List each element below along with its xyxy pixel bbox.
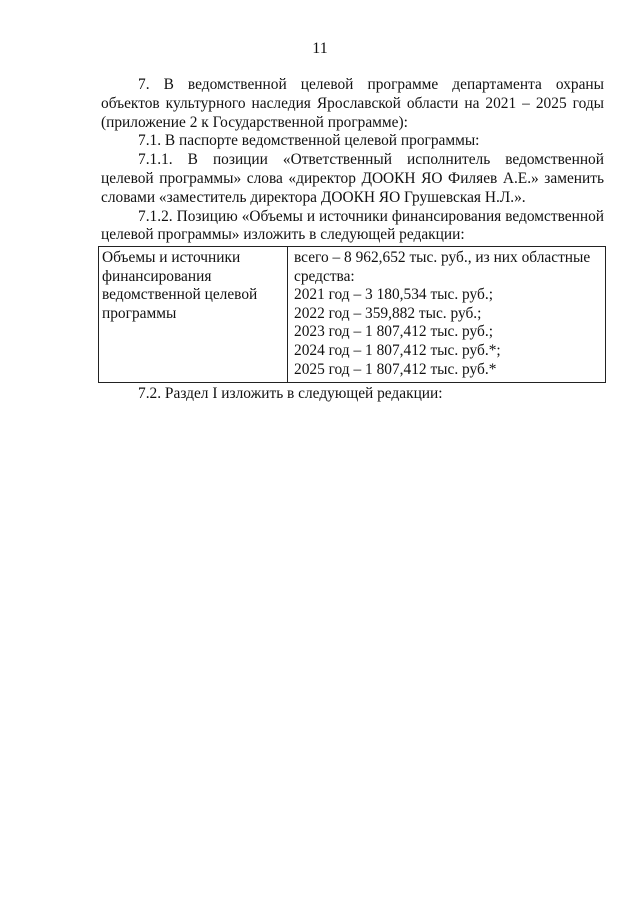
table-row — [99, 247, 606, 383]
funding-year-2023: 2023 год – 1 807,412 тыс. руб.; — [294, 323, 493, 341]
paragraph-7-1: 7.1. В паспорте ведомственной целевой программы: — [138, 132, 480, 150]
funding-year-2025: 2025 год – 1 807,412 тыс. руб.* — [294, 360, 497, 378]
funding-year-2021: 2021 год – 3 180,534 тыс. руб.; — [294, 286, 493, 304]
page-number: 11 — [312, 40, 328, 57]
funding-year-2024: 2024 год – 1 807,412 тыс. руб.*; — [294, 341, 501, 359]
funding-total-line: всего – 8 962,652 тыс. руб., из них областные средства: — [294, 249, 591, 285]
paragraph-7-1-1: 7.1.1. В позиции «Ответственный исполнитель ведомственной целевой программы» слова «директор ДООКН ЯО Филяев А.Е.» заменить словами «заместитель директора ДООКН ЯО Грушевская Н.Л.». — [101, 151, 604, 206]
paragraph-7-1-2: 7.1.2. Позицию «Объемы и источники финансирования ведомственной целевой программы» изложить в следующей редакции: — [101, 207, 604, 244]
funding-table — [98, 246, 606, 383]
funding-values-cell — [288, 247, 606, 383]
paragraph-7-2: 7.2. Раздел I изложить в следующей редакции: — [138, 385, 443, 402]
document-body — [101, 76, 604, 245]
funding-year-2022: 2022 год – 359,882 тыс. руб.; — [294, 304, 482, 322]
paragraph-7: 7. В ведомственной целевой программе департамента охраны объектов культурного наследия Ярославской области на 2021 – 2025 годы (приложение 2 к Государственной программе): — [101, 76, 604, 131]
funding-label-cell: Объемы и источники финансирования ведомственной целевой программы — [99, 247, 288, 383]
